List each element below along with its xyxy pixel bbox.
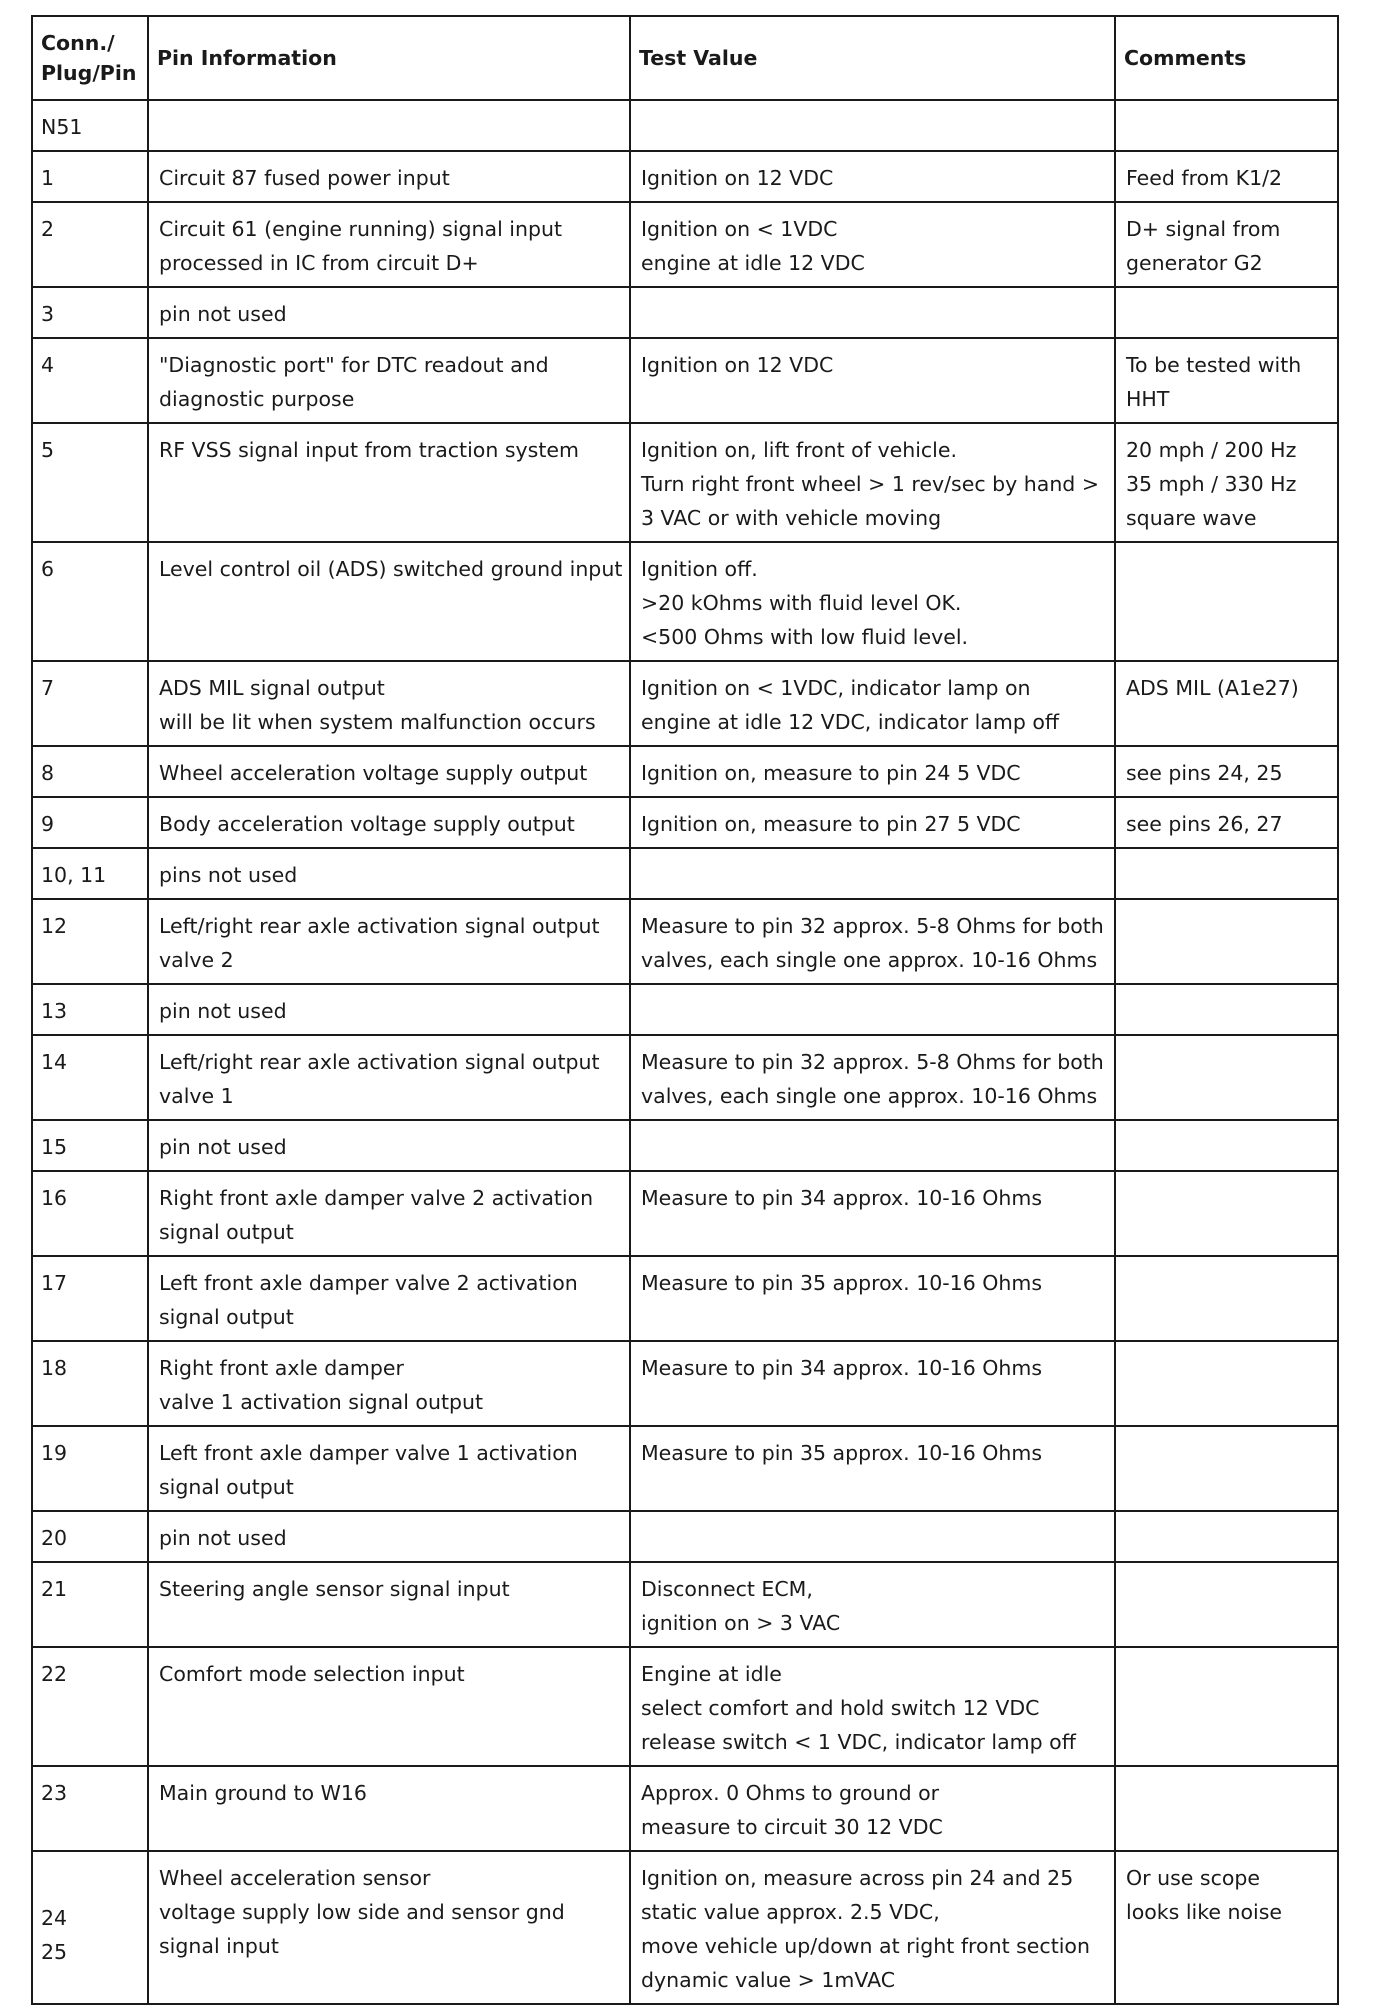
pin-cell — [32, 1766, 148, 1851]
test-value-cell-line: valves, each single one approx. 10-16 Ohms — [641, 1084, 1098, 1108]
pin-cell-line: 7 — [41, 676, 55, 700]
pin-cell — [32, 1511, 148, 1562]
comments-cell — [1115, 746, 1338, 797]
pin-cell-line: 9 — [41, 812, 55, 836]
pin-cell — [32, 423, 148, 542]
pin-table — [31, 15, 1339, 2005]
test-value-cell — [630, 661, 1115, 746]
pin-cell-line: 4 — [41, 353, 55, 377]
pin-cell-line: 21 — [41, 1577, 68, 1601]
pin-cell — [32, 1035, 148, 1120]
pin-info-cell-line: Right front axle damper valve 2 activation — [159, 1186, 594, 1210]
test-value-cell — [630, 1341, 1115, 1426]
pin-info-cell — [148, 797, 630, 848]
test-value-cell-line: static value approx. 2.5 VDC, — [641, 1900, 940, 1924]
comments-cell-line: looks like noise — [1126, 1900, 1283, 1924]
test-value-cell-line: Ignition on, measure to pin 24 5 VDC — [641, 761, 1021, 785]
pin-cell-line: 15 — [41, 1135, 68, 1159]
test-value-cell-line: valves, each single one approx. 10-16 Ohms — [641, 948, 1098, 972]
pin-info-cell — [148, 1562, 630, 1647]
header-conn-plug-pin — [32, 16, 148, 100]
pin-info-cell-line: Right front axle damper — [159, 1356, 404, 1380]
pin-cell-line: 2 — [41, 217, 55, 241]
test-value-cell — [630, 1511, 1115, 1562]
test-value-cell-line: Engine at idle — [641, 1662, 782, 1686]
pin-info-cell-line: valve 2 — [159, 948, 234, 972]
comments-cell — [1115, 1426, 1338, 1511]
pin-cell — [32, 1341, 148, 1426]
comments-cell — [1115, 1766, 1338, 1851]
test-value-cell-line: Ignition on 12 VDC — [641, 166, 834, 190]
pin-cell — [32, 338, 148, 423]
pin-info-cell — [148, 899, 630, 984]
pin-info-cell — [148, 338, 630, 423]
test-value-cell — [630, 287, 1115, 338]
pin-info-cell — [148, 661, 630, 746]
test-value-cell-line: Measure to pin 35 approx. 10-16 Ohms — [641, 1271, 1043, 1295]
header-conn-line-1: Conn./ — [41, 31, 115, 55]
pin-info-cell — [148, 1035, 630, 1120]
pin-cell — [32, 1647, 148, 1766]
comments-cell — [1115, 151, 1338, 202]
test-value-cell — [630, 338, 1115, 423]
test-value-cell-line: Disconnect ECM, — [641, 1577, 813, 1601]
comments-cell — [1115, 797, 1338, 848]
comments-cell — [1115, 1562, 1338, 1647]
test-value-cell-line: Ignition on, lift front of vehicle. — [641, 438, 957, 462]
table-row — [32, 423, 1338, 542]
pin-info-cell — [148, 1647, 630, 1766]
test-value-cell — [630, 151, 1115, 202]
pin-info-cell — [148, 287, 630, 338]
pin-info-cell-line: Circuit 61 (engine running) signal input — [159, 217, 563, 241]
test-value-cell — [630, 1256, 1115, 1341]
pin-cell-line: 13 — [41, 999, 68, 1023]
table-row — [32, 1851, 1338, 2004]
pin-cell-line: 17 — [41, 1271, 68, 1295]
comments-cell — [1115, 423, 1338, 542]
pin-info-cell-line: signal output — [159, 1305, 294, 1329]
table-row — [32, 1171, 1338, 1256]
pin-info-cell-line: signal input — [159, 1934, 279, 1958]
pin-info-cell — [148, 1851, 630, 2004]
pin-cell — [32, 1171, 148, 1256]
pin-info-cell-line: pin not used — [159, 999, 287, 1023]
test-value-cell-line: Measure to pin 34 approx. 10-16 Ohms — [641, 1356, 1043, 1380]
test-value-cell — [630, 797, 1115, 848]
table-row — [32, 797, 1338, 848]
header-row — [32, 16, 1338, 100]
pin-cell-line: 24 — [41, 1906, 68, 1930]
pin-cell-line: 8 — [41, 761, 55, 785]
pin-cell-line: 18 — [41, 1356, 68, 1380]
pin-info-cell — [148, 423, 630, 542]
comments-cell-line: see pins 24, 25 — [1126, 761, 1283, 785]
pin-info-cell — [148, 1256, 630, 1341]
table-row — [32, 1341, 1338, 1426]
pin-info-cell — [148, 1171, 630, 1256]
test-value-cell-line: Turn right front wheel > 1 rev/sec by hand > — [641, 472, 1100, 496]
test-value-cell-line: <500 Ohms with low fluid level. — [641, 625, 969, 649]
pin-cell — [32, 1426, 148, 1511]
pin-info-cell-line: will be lit when system malfunction occurs — [159, 710, 596, 734]
comments-cell-line: HHT — [1126, 387, 1170, 411]
test-value-cell-line: Ignition on, measure across pin 24 and 25 — [641, 1866, 1074, 1890]
comments-cell-line: see pins 26, 27 — [1126, 812, 1283, 836]
pin-info-cell — [148, 1766, 630, 1851]
pin-info-cell-line: RF VSS signal input from traction system — [159, 438, 579, 462]
pin-cell-line: 6 — [41, 557, 55, 581]
pin-cell-line: 16 — [41, 1186, 68, 1210]
test-value-cell-line: move vehicle up/down at right front section — [641, 1934, 1090, 1958]
table-row — [32, 661, 1338, 746]
comments-cell — [1115, 1851, 1338, 2004]
comments-cell-line: To be tested with — [1126, 353, 1302, 377]
table-row — [32, 1562, 1338, 1647]
comments-cell — [1115, 1511, 1338, 1562]
header-comments: Comments — [1115, 16, 1338, 100]
comments-cell-line: generator G2 — [1126, 251, 1263, 275]
pin-info-cell-line: Wheel acceleration sensor — [159, 1866, 431, 1890]
pin-info-cell-line: Left/right rear axle activation signal output — [159, 914, 600, 938]
table-row — [32, 338, 1338, 423]
test-value-cell-line: release switch < 1 VDC, indicator lamp off — [641, 1730, 1076, 1754]
table-body — [32, 100, 1338, 2004]
test-value-cell-line: Ignition on < 1VDC — [641, 217, 838, 241]
pin-info-cell-line: pins not used — [159, 863, 298, 887]
test-value-cell-line: Ignition on, measure to pin 27 5 VDC — [641, 812, 1021, 836]
pin-info-cell-line: Steering angle sensor signal input — [159, 1577, 510, 1601]
table-row — [32, 202, 1338, 287]
comments-cell — [1115, 287, 1338, 338]
pin-info-cell-line: Level control oil (ADS) switched ground input — [159, 557, 623, 581]
test-value-cell — [630, 1766, 1115, 1851]
pin-info-cell — [148, 1120, 630, 1171]
test-value-cell-line: Measure to pin 34 approx. 10-16 Ohms — [641, 1186, 1043, 1210]
test-value-cell-line: Measure to pin 32 approx. 5-8 Ohms for both — [641, 914, 1104, 938]
pin-cell-line: 3 — [41, 302, 55, 326]
comments-cell — [1115, 100, 1338, 151]
test-value-cell — [630, 1035, 1115, 1120]
pin-cell — [32, 1256, 148, 1341]
test-value-cell-line: 3 VAC or with vehicle moving — [641, 506, 942, 530]
pin-cell-line: 19 — [41, 1441, 68, 1465]
test-value-cell-line: Ignition off. — [641, 557, 758, 581]
pin-info-cell-line: ADS MIL signal output — [159, 676, 385, 700]
header-test-value: Test Value — [630, 16, 1115, 100]
pin-info-cell-line: Wheel acceleration voltage supply output — [159, 761, 588, 785]
pin-info-cell — [148, 848, 630, 899]
comments-cell-line: 20 mph / 200 Hz — [1126, 438, 1297, 462]
table-row — [32, 1766, 1338, 1851]
test-value-cell — [630, 1851, 1115, 2004]
pin-info-cell — [148, 1341, 630, 1426]
pin-cell — [32, 151, 148, 202]
pin-info-cell — [148, 984, 630, 1035]
test-value-cell — [630, 1647, 1115, 1766]
pin-cell-line: 25 — [41, 1940, 68, 1964]
table-row — [32, 287, 1338, 338]
comments-cell — [1115, 1171, 1338, 1256]
table-row — [32, 151, 1338, 202]
comments-cell — [1115, 1256, 1338, 1341]
pin-info-cell-line: "Diagnostic port" for DTC readout and — [159, 353, 549, 377]
test-value-cell — [630, 1171, 1115, 1256]
comments-cell-line: ADS MIL (A1e27) — [1126, 676, 1299, 700]
test-value-cell-line: Measure to pin 32 approx. 5-8 Ohms for both — [641, 1050, 1104, 1074]
comments-cell-line: D+ signal from — [1126, 217, 1281, 241]
comments-cell — [1115, 542, 1338, 661]
pin-cell — [32, 661, 148, 746]
test-value-cell — [630, 1426, 1115, 1511]
pin-info-cell — [148, 542, 630, 661]
pin-info-cell-line: Body acceleration voltage supply output — [159, 812, 575, 836]
pin-cell — [32, 746, 148, 797]
test-value-cell-line: ignition on > 3 VAC — [641, 1611, 841, 1635]
pin-info-cell-line: signal output — [159, 1475, 294, 1499]
pin-info-cell-line: Circuit 87 fused power input — [159, 166, 450, 190]
pin-info-cell — [148, 151, 630, 202]
pin-info-cell-line: processed in IC from circuit D+ — [159, 251, 479, 275]
pin-info-cell — [148, 1511, 630, 1562]
pin-cell-line: 10, 11 — [41, 863, 107, 887]
table-row — [32, 1647, 1338, 1766]
pin-cell-line: 22 — [41, 1662, 68, 1686]
test-value-cell-line: >20 kOhms with fluid level OK. — [641, 591, 962, 615]
comments-cell — [1115, 984, 1338, 1035]
pin-cell-line: 14 — [41, 1050, 68, 1074]
test-value-cell-line: dynamic value > 1mVAC — [641, 1968, 896, 1992]
pin-info-cell — [148, 100, 630, 151]
table-row — [32, 848, 1338, 899]
test-value-cell-line: Ignition on 12 VDC — [641, 353, 834, 377]
pin-cell — [32, 899, 148, 984]
table-row — [32, 1511, 1338, 1562]
pin-info-cell-line: Left/right rear axle activation signal output — [159, 1050, 600, 1074]
table-row — [32, 1426, 1338, 1511]
pin-cell — [32, 287, 148, 338]
pin-cell — [32, 542, 148, 661]
test-value-cell-line: engine at idle 12 VDC — [641, 251, 865, 275]
pin-cell-line: 5 — [41, 438, 55, 462]
test-value-cell — [630, 1562, 1115, 1647]
test-value-cell-line: Measure to pin 35 approx. 10-16 Ohms — [641, 1441, 1043, 1465]
test-value-cell-line: select comfort and hold switch 12 VDC — [641, 1696, 1040, 1720]
pin-info-cell — [148, 1426, 630, 1511]
pin-cell-line: 1 — [41, 166, 55, 190]
table-row — [32, 542, 1338, 661]
pin-cell — [32, 1562, 148, 1647]
pin-cell — [32, 797, 148, 848]
pin-info-cell-line: Main ground to W16 — [159, 1781, 367, 1805]
pin-info-cell-line: voltage supply low side and sensor gnd — [159, 1900, 565, 1924]
pin-cell-line: N51 — [41, 115, 83, 139]
comments-cell — [1115, 1035, 1338, 1120]
test-value-cell — [630, 1120, 1115, 1171]
test-value-cell — [630, 746, 1115, 797]
test-value-cell-line: Approx. 0 Ohms to ground or — [641, 1781, 940, 1805]
comments-cell-line: Feed from K1/2 — [1126, 166, 1283, 190]
pin-info-cell-line: signal output — [159, 1220, 294, 1244]
comments-cell-line: Or use scope — [1126, 1866, 1261, 1890]
pin-cell — [32, 984, 148, 1035]
header-conn-line-2: Plug/Pin — [41, 61, 137, 85]
pin-info-cell-line: pin not used — [159, 1526, 287, 1550]
comments-cell — [1115, 899, 1338, 984]
table-row — [32, 100, 1338, 151]
header-pin-information: Pin Information — [148, 16, 630, 100]
pin-cell — [32, 100, 148, 151]
pin-cell-line: 20 — [41, 1526, 68, 1550]
comments-cell — [1115, 1120, 1338, 1171]
test-value-cell — [630, 899, 1115, 984]
test-value-cell-line: engine at idle 12 VDC, indicator lamp off — [641, 710, 1060, 734]
test-value-cell — [630, 984, 1115, 1035]
test-value-cell — [630, 202, 1115, 287]
table-row — [32, 984, 1338, 1035]
table-row — [32, 746, 1338, 797]
pin-cell — [32, 1851, 148, 2004]
pin-info-cell-line: valve 1 activation signal output — [159, 1390, 484, 1414]
comments-cell — [1115, 661, 1338, 746]
comments-cell — [1115, 338, 1338, 423]
pin-info-cell — [148, 746, 630, 797]
table-row — [32, 899, 1338, 984]
comments-cell — [1115, 1647, 1338, 1766]
test-value-cell-line: measure to circuit 30 12 VDC — [641, 1815, 943, 1839]
table-row — [32, 1120, 1338, 1171]
test-value-cell — [630, 423, 1115, 542]
pin-info-cell-line: pin not used — [159, 302, 287, 326]
table-row — [32, 1256, 1338, 1341]
table-row — [32, 1035, 1338, 1120]
pin-cell — [32, 202, 148, 287]
test-value-cell-line: Ignition on < 1VDC, indicator lamp on — [641, 676, 1031, 700]
pin-info-cell-line: Left front axle damper valve 1 activation — [159, 1441, 578, 1465]
comments-cell-line: 35 mph / 330 Hz — [1126, 472, 1297, 496]
pin-info-cell-line: diagnostic purpose — [159, 387, 355, 411]
comments-cell — [1115, 1341, 1338, 1426]
pin-cell — [32, 1120, 148, 1171]
pin-cell-line: 12 — [41, 914, 68, 938]
test-value-cell — [630, 542, 1115, 661]
pin-info-cell-line: Left front axle damper valve 2 activation — [159, 1271, 578, 1295]
comments-cell-line: square wave — [1126, 506, 1257, 530]
pin-info-cell-line: Comfort mode selection input — [159, 1662, 465, 1686]
pin-cell — [32, 848, 148, 899]
pin-info-cell-line: valve 1 — [159, 1084, 234, 1108]
comments-cell — [1115, 202, 1338, 287]
pin-info-cell — [148, 202, 630, 287]
test-value-cell — [630, 100, 1115, 151]
test-value-cell — [630, 848, 1115, 899]
pin-cell-line: 23 — [41, 1781, 68, 1805]
pin-info-cell-line: pin not used — [159, 1135, 287, 1159]
comments-cell — [1115, 848, 1338, 899]
